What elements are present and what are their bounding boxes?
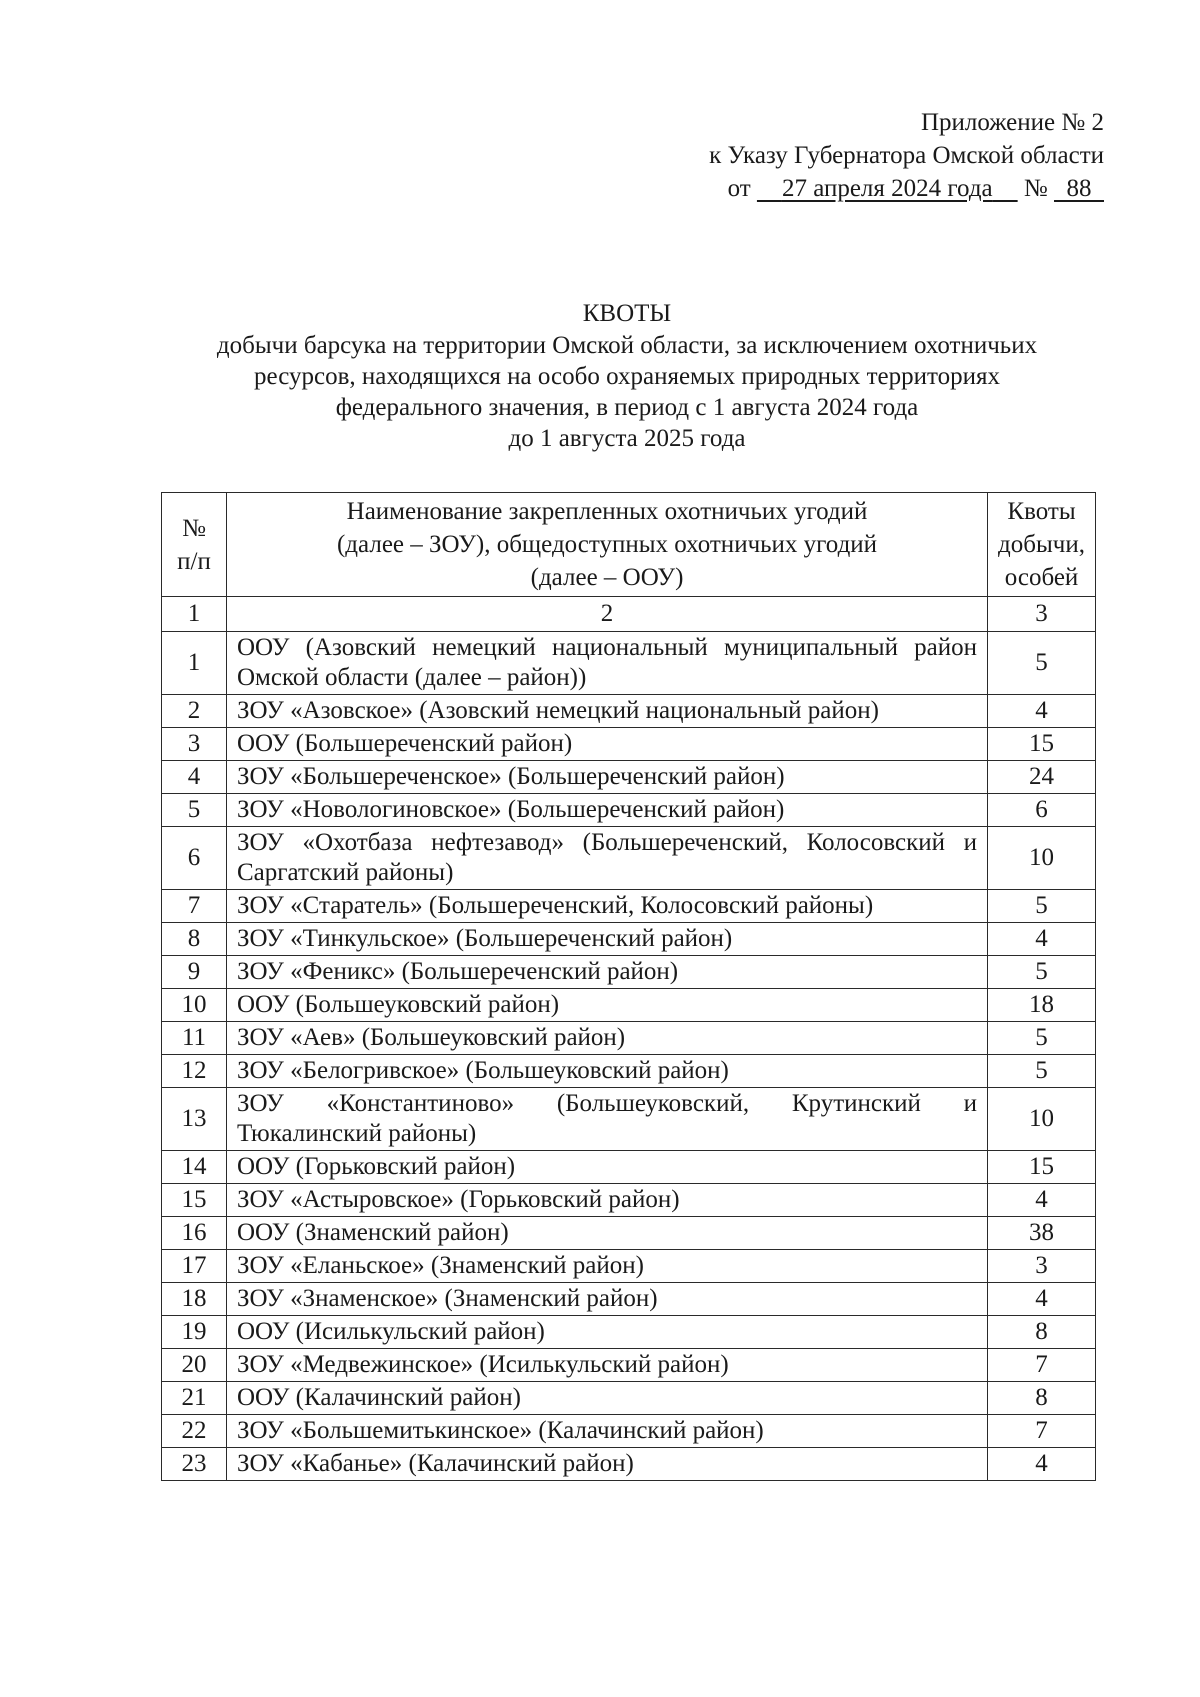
hunting-ground-name: ЗОУ «Азовское» (Азовский немецкий национальный район): [227, 695, 988, 728]
table-row: [162, 1151, 1096, 1184]
row-number: 14: [162, 1151, 227, 1184]
hunting-ground-name: ЗОУ «Большемитькинское» (Калачинский район): [227, 1415, 988, 1448]
quota-value: 10: [988, 827, 1096, 890]
title-line-1: добычи барсука на территории Омской области, за исключением охотничьих: [216, 332, 1038, 359]
hunting-ground-name: ООУ (Знаменский район): [227, 1217, 988, 1250]
quota-value: 5: [988, 890, 1096, 923]
hunting-ground-name: ЗОУ «Феникс» (Большереченский район): [227, 956, 988, 989]
number-sign: №: [1023, 175, 1048, 202]
quota-value: 5: [988, 956, 1096, 989]
table-row: [162, 695, 1096, 728]
row-number: 19: [162, 1316, 227, 1349]
table-row: [162, 1415, 1096, 1448]
row-number: 10: [162, 989, 227, 1022]
quota-value: 3: [988, 1250, 1096, 1283]
title-line-2: ресурсов, находящихся на особо охраняемых природных территориях: [254, 363, 1000, 390]
quota-value: 10: [988, 1088, 1096, 1151]
hunting-ground-name: ЗОУ «Кабанье» (Калачинский район): [227, 1448, 988, 1481]
table-row: [162, 1217, 1096, 1250]
table-row: [162, 1088, 1096, 1151]
table-row: [162, 1055, 1096, 1088]
decree-date-text: 27 апреля 2024 года: [781, 175, 993, 202]
hunting-ground-name: ЗОУ «Константиново» (Большеуковский, Крутинский и Тюкалинский районы): [227, 1088, 988, 1151]
table-row: [162, 1316, 1096, 1349]
row-number: 21: [162, 1382, 227, 1415]
row-number: 5: [162, 794, 227, 827]
quota-value: 5: [988, 632, 1096, 695]
header-number-pp: п/п: [177, 547, 211, 575]
header-name: [227, 493, 988, 597]
table-row: [162, 728, 1096, 761]
table-row: [162, 827, 1096, 890]
title-main: КВОТЫ: [582, 300, 672, 327]
row-number: 12: [162, 1055, 227, 1088]
document-title: [130, 298, 1124, 454]
hunting-ground-name: ЗОУ «Знаменское» (Знаменский район): [227, 1283, 988, 1316]
column-index-row: [162, 597, 1096, 632]
header-quota-line-1: Квоты: [1007, 498, 1076, 525]
quota-value: 15: [988, 728, 1096, 761]
hunting-ground-name: ООУ (Большеуковский район): [227, 989, 988, 1022]
appendix-header: [709, 106, 1104, 205]
hunting-ground-name: ЗОУ «Тинкульское» (Большереченский район): [227, 923, 988, 956]
row-number: 13: [162, 1088, 227, 1151]
appendix-date-line: [709, 172, 1104, 205]
table-row: [162, 956, 1096, 989]
row-number: 15: [162, 1184, 227, 1217]
column-index-1: 1: [162, 597, 227, 632]
hunting-ground-name: ЗОУ «Медвежинское» (Исилькульский район): [227, 1349, 988, 1382]
quota-value: 38: [988, 1217, 1096, 1250]
date-prefix: от: [727, 175, 751, 202]
hunting-ground-name: ООУ (Калачинский район): [227, 1382, 988, 1415]
row-number: 2: [162, 695, 227, 728]
table-row: [162, 1349, 1096, 1382]
row-number: 1: [162, 632, 227, 695]
table-body: [162, 597, 1096, 1481]
quota-table: [161, 492, 1096, 1481]
appendix-number: Приложение № 2: [920, 109, 1104, 136]
decree-number: [1054, 175, 1104, 202]
row-number: 22: [162, 1415, 227, 1448]
table-row: [162, 1184, 1096, 1217]
table-row: [162, 923, 1096, 956]
hunting-ground-name: ЗОУ «Большереченское» (Большереченский район): [227, 761, 988, 794]
quota-value: 4: [988, 1184, 1096, 1217]
quota-value: 4: [988, 1283, 1096, 1316]
hunting-ground-name: ЗОУ «Белогривское» (Большеуковский район): [227, 1055, 988, 1088]
row-number: 20: [162, 1349, 227, 1382]
table-row: [162, 1382, 1096, 1415]
row-number: 23: [162, 1448, 227, 1481]
quota-value: 7: [988, 1349, 1096, 1382]
table-row: [162, 890, 1096, 923]
header-name-line-2: (далее – ЗОУ), общедоступных охотничьих угодий: [336, 531, 878, 558]
hunting-ground-name: ООУ (Исилькульский район): [227, 1316, 988, 1349]
header-name-line-1: Наименование закрепленных охотничьих угодий: [346, 498, 868, 525]
table-row: [162, 632, 1096, 695]
header-quota: [988, 493, 1096, 597]
table-header-row: [162, 493, 1096, 597]
decree-number-text: 88: [1066, 175, 1092, 202]
quota-value: 15: [988, 1151, 1096, 1184]
column-index-2: 2: [227, 597, 988, 632]
row-number: 11: [162, 1022, 227, 1055]
quota-value: 4: [988, 1448, 1096, 1481]
quota-value: 4: [988, 923, 1096, 956]
header-quota-line-3: особей: [1004, 564, 1079, 591]
row-number: 4: [162, 761, 227, 794]
hunting-ground-name: ЗОУ «Еланьское» (Знаменский район): [227, 1250, 988, 1283]
quota-value: 24: [988, 761, 1096, 794]
table-row: [162, 989, 1096, 1022]
hunting-ground-name: ООУ (Большереченский район): [227, 728, 988, 761]
hunting-ground-name: ООУ (Горьковский район): [227, 1151, 988, 1184]
row-number: 18: [162, 1283, 227, 1316]
quota-value: 8: [988, 1382, 1096, 1415]
table-row: [162, 1250, 1096, 1283]
quota-value: 5: [988, 1055, 1096, 1088]
row-number: 17: [162, 1250, 227, 1283]
column-index-3: 3: [988, 597, 1096, 632]
hunting-ground-name: ООУ (Азовский немецкий национальный муниципальный район Омской области (далее – район)): [227, 632, 988, 695]
row-number: 3: [162, 728, 227, 761]
hunting-ground-name: ЗОУ «Охотбаза нефтезавод» (Большереченский, Колосовский и Саргатский районы): [227, 827, 988, 890]
row-number: 7: [162, 890, 227, 923]
table-row: [162, 1448, 1096, 1481]
hunting-ground-name: ЗОУ «Новологиновское» (Большереченский район): [227, 794, 988, 827]
table-row: [162, 1283, 1096, 1316]
title-line-4: до 1 августа 2025 года: [508, 425, 746, 452]
row-number: 9: [162, 956, 227, 989]
appendix-decree: к Указу Губернатора Омской области: [709, 142, 1104, 169]
quota-value: 6: [988, 794, 1096, 827]
row-number: 6: [162, 827, 227, 890]
quota-value: 8: [988, 1316, 1096, 1349]
hunting-ground-name: ЗОУ «Старатель» (Большереченский, Колосовский районы): [227, 890, 988, 923]
header-number-sign: №: [182, 514, 206, 542]
header-quota-line-2: добычи,: [998, 531, 1085, 558]
quota-value: 5: [988, 1022, 1096, 1055]
title-line-3: федерального значения, в период с 1 августа 2024 года: [335, 394, 919, 421]
header-number: [162, 493, 227, 597]
quota-value: 4: [988, 695, 1096, 728]
quota-value: 7: [988, 1415, 1096, 1448]
hunting-ground-name: ЗОУ «Астыровское» (Горьковский район): [227, 1184, 988, 1217]
quota-value: 18: [988, 989, 1096, 1022]
header-name-line-3: (далее – ООУ): [530, 564, 684, 591]
hunting-ground-name: ЗОУ «Аев» (Большеуковский район): [227, 1022, 988, 1055]
decree-date: [757, 175, 1018, 202]
row-number: 8: [162, 923, 227, 956]
table-row: [162, 1022, 1096, 1055]
row-number: 16: [162, 1217, 227, 1250]
table-row: [162, 761, 1096, 794]
table-row: [162, 794, 1096, 827]
